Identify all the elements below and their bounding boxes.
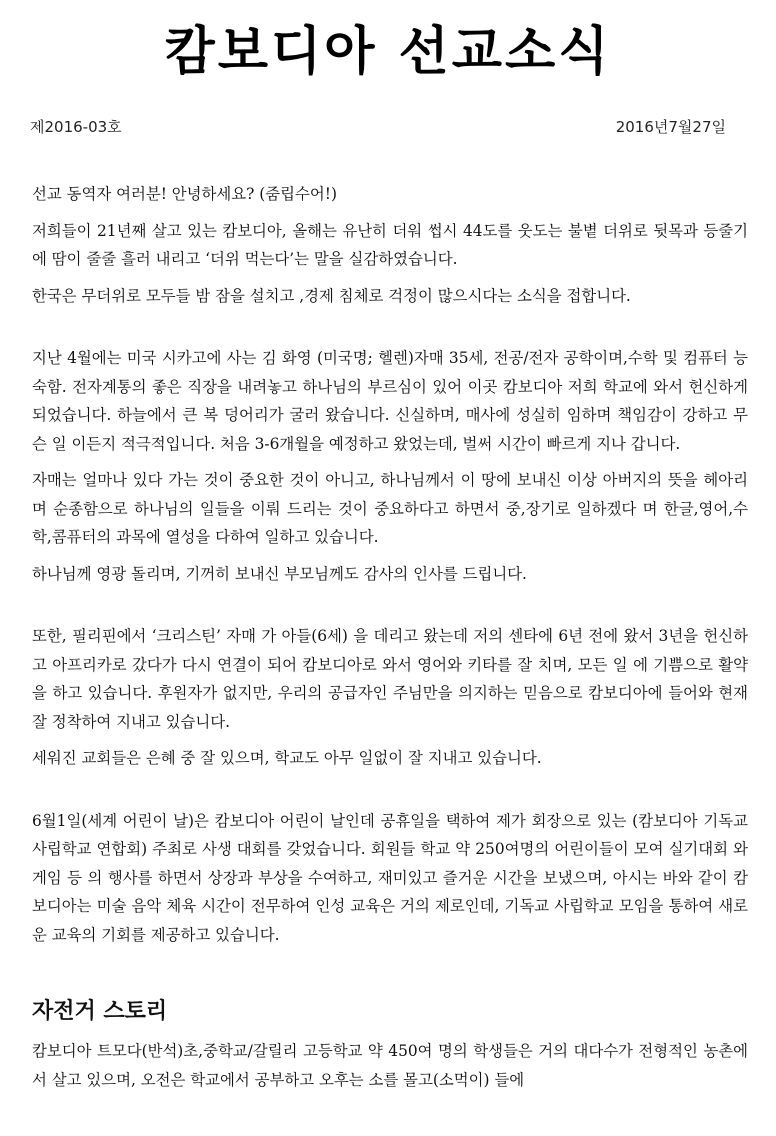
newsletter-title: 캄보디아 선교소식 (164, 22, 612, 82)
paragraph-korea-news: 한국은 무더위로 모두들 밤 잠을 설치고 ,경제 침체로 걱정이 많으시다는 소식을 접합니다. (32, 286, 631, 305)
paragraph-bicycle-story: 캄보디아 트모다(반석)초,중학교/갈릴리 고등학교 약 450여 명의 학생들은 거의 대다수가 전형적인 농촌에서 살고 있으며, 오전은 학교에서 공부하고 오후는 소를 몰고(소먹이) 들에 (32, 1042, 748, 1089)
greeting-paragraph: 선교 동역자 여러분! 안녕하세요? (줌립수어!) (32, 185, 337, 203)
issue-date: 2016년7월27일 (615, 118, 726, 136)
newsletter-body (32, 180, 748, 1102)
section-heading-bicycle-story: 자전거 스토리 (32, 999, 168, 1024)
paragraph-christine: 또한, 필리핀에서 ‘크리스틴’ 자매 가 아들(6세) 을 데리고 왔는데 저의 센타에 6년 전에 왔서 3년을 헌신하고 아프리카로 갔다가 다시 연결이 되어 캄보디아로 와서 영어와 키타를 잘 치며, 모든 일 에 기쁨으로 활약을 하고 있습니다. 후원자가 없지만, 우리의 공급자인 주님만을 의지하는 믿음으로 캄보디아에 들어와 현재 잘 정착하여 지내고 있습니다. (32, 627, 748, 731)
paragraph-childrens-day: 6월1일(세계 어린이 날)은 캄보디아 어린이 날인데 공휴일을 택하여 제가 회장으로 있는 (캄보디아 기독교 사립학교 연합회) 주최로 사생 대회를 갖었습니다. 회원들 학교 약 250여명의 어린이들이 모여 실기대회 와 게임 등 의 행사를 하면서 상장과 부상을 수여하고, 재미있고 즐거운 시간을 보냈으며, 아시는 바와 같이 캄보디아는 미술 음악 체육 시간이 전무하여 인성 교육은 거의 제로인데, 기독교 사립학교 모임을 통하여 새로운 교육의 기회를 제공하고 있습니다. (32, 811, 748, 944)
paragraph-thanks-parents: 하나님께 영광 돌리며, 기꺼히 보내신 부모님께도 감사의 인사를 드립니다. (32, 564, 527, 583)
paragraph-churches-school: 세워진 교회들은 은혜 중 잘 있으며, 학교도 아무 일없이 잘 지내고 있습니다. (32, 749, 542, 767)
paragraph-heat: 저희들이 21년째 살고 있는 캄보디아, 올해는 유난히 더워 썹시 44도를 웃도는 불볕 더위로 뒷목과 등줄기에 땀이 줄줄 흘러 내리고 ‘더위 먹는다’는 말을 실감하였습니다. (32, 221, 748, 268)
issue-number: 제2016-03호 (30, 118, 122, 136)
paragraph-helen-arrival: 지난 4월에는 미국 시카고에 사는 김 화영 (미국명; 헬렌)자매 35세, 전공/전자 공학이며,수학 및 컴퓨터 능숙함. 전자계통의 좋은 직장을 내려놓고 하나님의 부르심이 있어 이곳 캄보디아 저희 학교에 와서 헌신하게 되었습니다. 하늘에서 큰 복 덩어리가 굴러 왔습니다. 신실하며, 매사에 성실히 임하며 책임감이 강하고 무슨 일 이든지 적극적입니다. 처음 3-6개월을 예정하고 왔었는데, 벌써 시간이 빠르게 지나 갑니다. (32, 349, 748, 453)
paragraph-helen-commitment: 자매는 얼마나 있다 가는 것이 중요한 것이 아니고, 하나님께서 이 땅에 보내신 이상 아버지의 뜻을 헤아리며 순종함으로 하나님의 일들을 이뤄 드리는 것이 중요하다고 하면서 중,장기로 일하겠다 며 한글,영어,수학,콤퓨터의 과목에 열성을 다하여 일하고 있습니다. (32, 471, 748, 546)
